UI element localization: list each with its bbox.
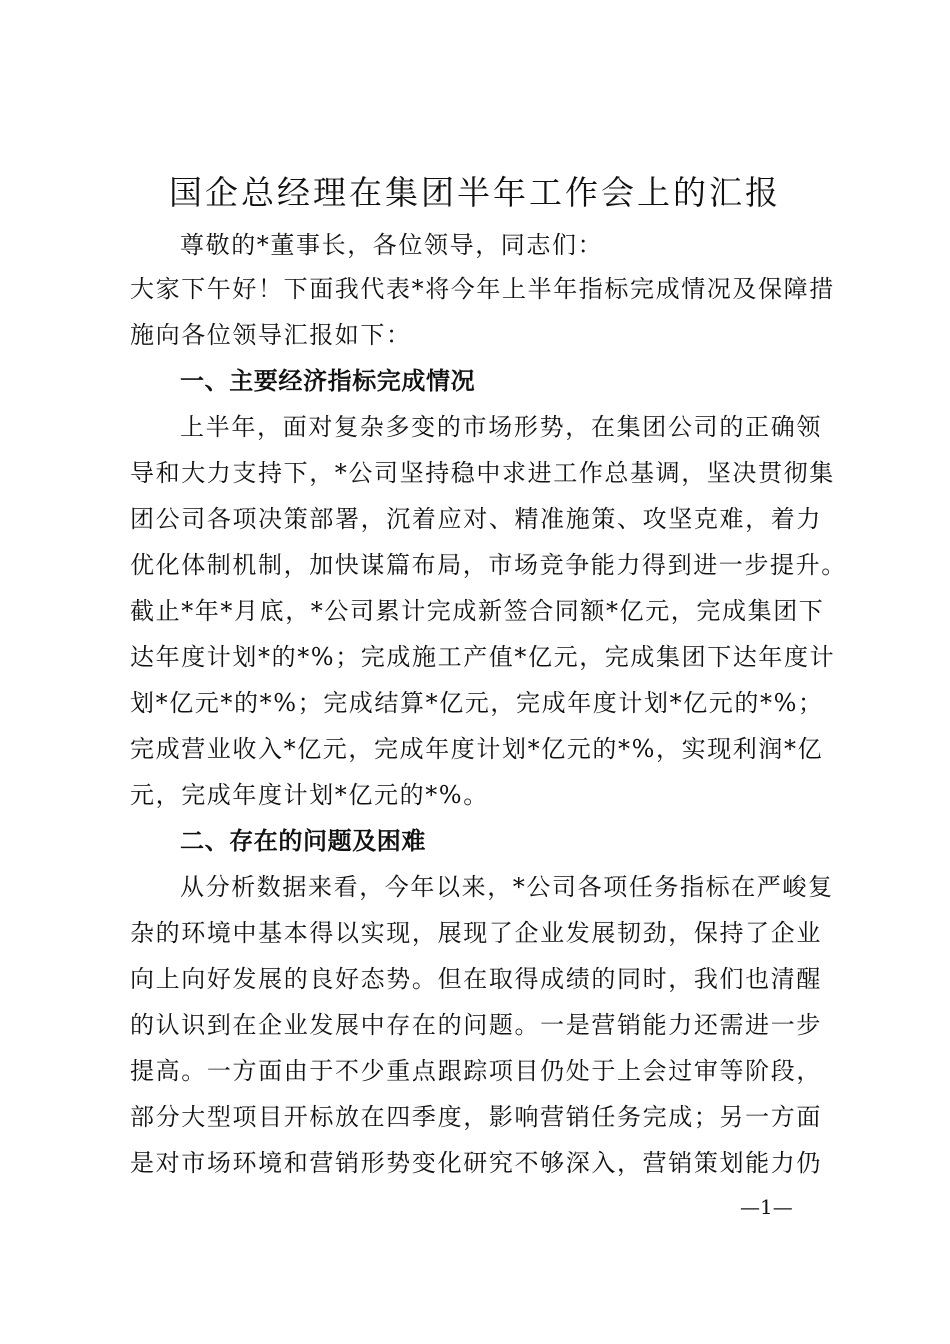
section1-line: 达年度计划*的*%；完成施工产值*亿元，完成集团下达年度计: [130, 643, 836, 671]
section1-line: 截止*年*月底，*公司累计完成新签合同额*亿元，完成集团下: [130, 597, 825, 625]
section2-line: 杂的环境中基本得以实现，展现了企业发展韧劲，保持了企业: [130, 919, 822, 947]
salutation: 尊敬的*董事长，各位领导，同志们：: [180, 231, 604, 259]
section2-line: 的认识到在企业发展中存在的问题。一是营销能力还需进一步: [130, 1011, 822, 1039]
section-heading-2: 二、存在的问题及困难: [180, 827, 426, 855]
section2-line: 从分析数据来看，今年以来，*公司各项任务指标在严峻复: [180, 873, 834, 901]
section1-line: 划*亿元*的*%；完成结算*亿元，完成年度计划*亿元的*%；: [130, 689, 824, 717]
section2-line: 提高。一方面由于不少重点跟踪项目仍处于上会过审等阶段，: [130, 1057, 822, 1085]
section1-line: 团公司各项决策部署，沉着应对、精准施策、攻坚克难，着力: [130, 505, 822, 533]
section1-line: 元，完成年度计划*亿元的*%。: [130, 781, 489, 809]
page-number: —1—: [740, 1195, 793, 1219]
section1-line: 导和大力支持下，*公司坚持稳中求进工作总基调，坚决贯彻集: [130, 459, 835, 487]
intro-line-1: 大家下午好！下面我代表*将今年上半年指标完成情况及保障措: [130, 275, 835, 303]
section1-line: 优化体制机制，加快谋篇布局，市场竞争能力得到进一步提升。: [130, 551, 847, 579]
section1-line: 上半年，面对复杂多变的市场形势，在集团公司的正确领: [180, 413, 822, 441]
section2-line: 是对市场环境和营销形势变化研究不够深入，营销策划能力仍: [130, 1149, 822, 1177]
document-title: 国企总经理在集团半年工作会上的汇报: [169, 173, 781, 212]
section2-line: 部分大型项目开标放在四季度，影响营销任务完成；另一方面: [130, 1103, 822, 1131]
section-heading-1: 一、主要经济指标完成情况: [180, 367, 476, 395]
section1-line: 完成营业收入*亿元，完成年度计划*亿元的*%，实现利润*亿: [130, 735, 824, 763]
intro-line-2: 施向各位领导汇报如下：: [130, 321, 412, 349]
section2-line: 向上向好发展的良好态势。但在取得成绩的同时，我们也清醒: [130, 965, 822, 993]
